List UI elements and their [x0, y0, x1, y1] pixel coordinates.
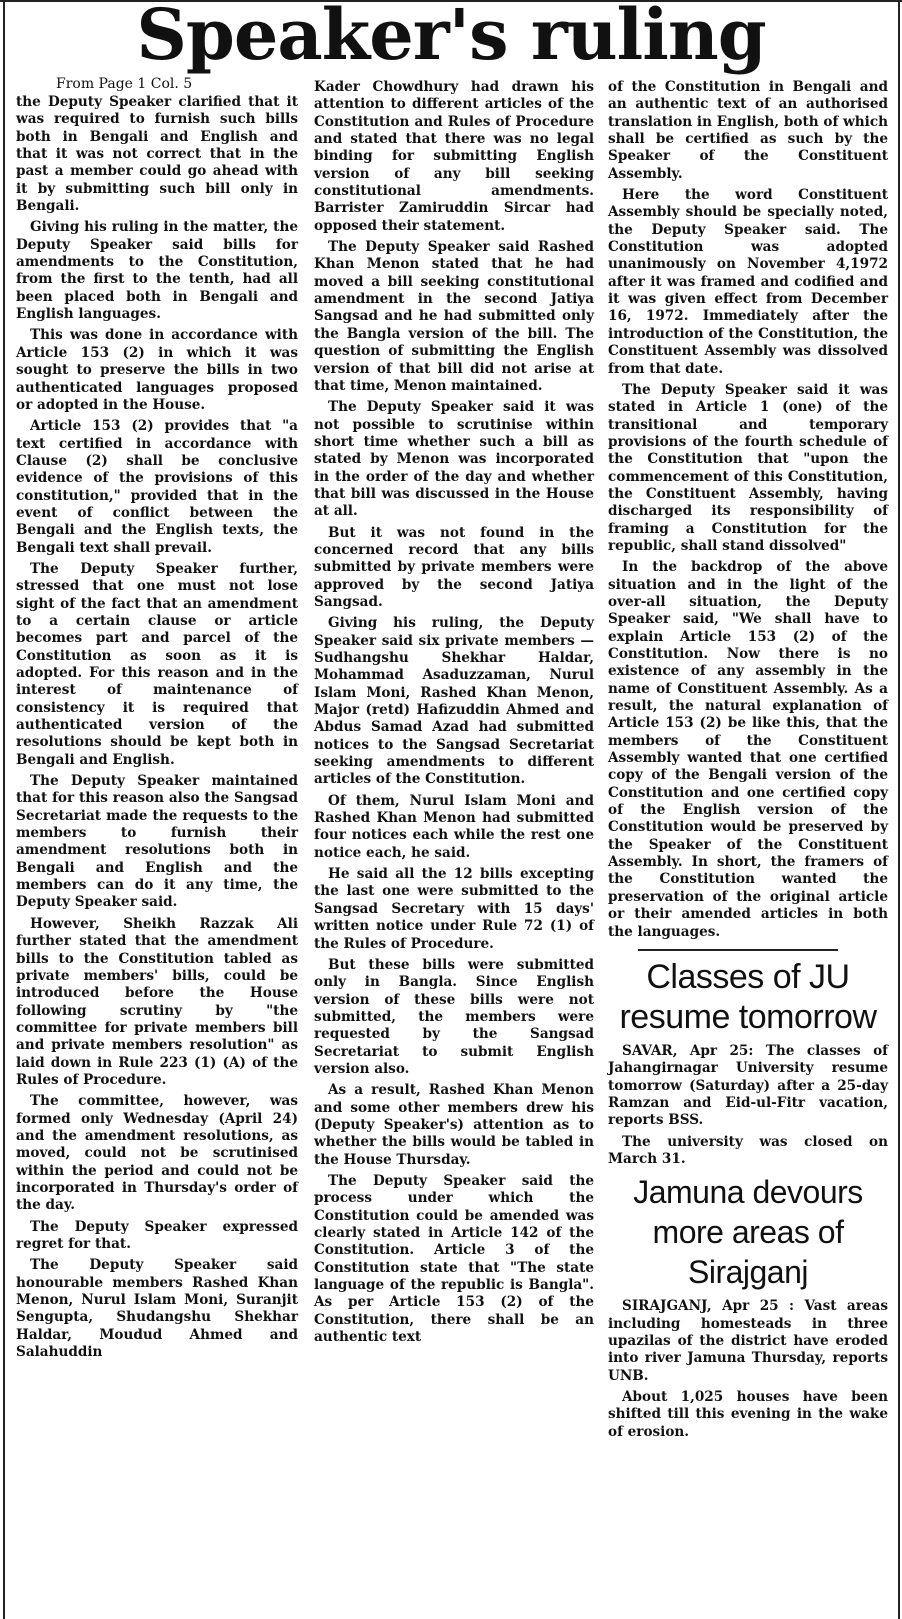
paragraph: The Deputy Speaker maintained that for this reason also the Sangsad Secretariat made the requests to the members to furnish their amendment resolutions both in Bengali and English and the members can do it any time, the Deputy Speaker said. — [16, 773, 298, 911]
paragraph: Kader Chowdhury had drawn his attention to different articles of the Constitution and Rules of Procedure and stated that there was no legal binding for submitting English version of any bill seeking constitutional amendments. Barrister Zamiruddin Sircar had opposed their statement. — [314, 79, 594, 234]
paragraph: The committee, however, was formed only Wednesday (April 24) and the amendment resolutions, as moved, could not be scrutinised within the period and could not be incorporated in Thursday's order of the day. — [16, 1093, 298, 1214]
ju-headline: Classes of JU resume tomorrow — [619, 957, 877, 1036]
column-1 — [16, 75, 298, 1365]
paragraph: However, Sheikh Razzak Ali further stated that the amendment bills to the Constitution tabled as private members' bills, could be introduced before the House following scrutiny by "the committee for private members bill and private members resolution" as laid down in Rule 223 (1) (A) of the Rules of Procedure. — [16, 915, 298, 1088]
paragraph: The Deputy Speaker said it was not possible to scrutinise within short time whether such a bill as stated by Menon was incorporated in the order of the day and whether that bill was discussed in the House at all. — [314, 399, 594, 520]
paragraph: He said all the 12 bills excepting the last one were submitted to the Sangsad Secretary with 15 days' written notice under Rule 72 (1) of the Rules of Procedure. — [314, 866, 594, 952]
story-divider — [638, 949, 838, 951]
paragraph: The Deputy Speaker said honourable members Rashed Khan Menon, Nurul Islam Moni, Suranjit Sengupta, Shudangshu Shekhar Haldar, Moudud Ahmed and Salahuddin — [16, 1257, 298, 1361]
paragraph: of the Constitution in Bengali and an authentic text of an authorised translation in English, both of which shall be certified as such by the Speaker of the Constituent Assembly. — [608, 79, 888, 182]
paragraph: This was done in accordance with Article 153 (2) in which it was sought to preserve the bills in two authenticated languages proposed or adopted in the House. — [16, 327, 298, 413]
column-3 — [608, 79, 888, 1445]
right-rule — [898, 0, 900, 1619]
paragraph: Here the word Constituent Assembly should be specially noted, the Deputy Speaker said. The Constitution was adopted unanimously on November 4,1972 after it was framed and codified and it was given effect from December 16, 1972. Immediately after the introduction of the Constitution, the Constituent Assembly was dissolved from that date. — [608, 187, 888, 377]
paragraph: The Deputy Speaker said Rashed Khan Menon stated that he had moved a bill seeking constitutional amendment in the second Jatiya Sangsad and he had submitted only the Bangla version of the bill. The question of submitting the English version of that bill did not arise at that time, Menon maintained. — [314, 239, 594, 394]
paragraph: SIRAJGANJ, Apr 25 : Vast areas including homesteads in three upazilas of the district have eroded into river Jamuna Thursday, reports UNB. — [608, 1298, 888, 1384]
jamuna-headline: Jamuna devours more areas of Sirajganj — [633, 1174, 863, 1291]
paragraph: But these bills were submitted only in Bangla. Since English version of these bills were not submitted, the members were requested by the Sangsad Secretariat to submit English version also. — [314, 956, 594, 1077]
left-rule — [3, 0, 5, 1619]
paragraph: The Deputy Speaker further, stressed that one must not lose sight of the fact that an amendment to a certain clause or article becomes part and parcel of the Constitution as soon as it is adopted. For this reason and in the interest of maintenance of consistency it is required that authenticated version of the resolutions should be kept both in Bengali and English. — [16, 560, 298, 768]
paragraph: The Deputy Speaker expressed regret for that. — [16, 1218, 298, 1252]
paragraph: About 1,025 houses have been shifted till this evening in the wake of erosion. — [608, 1388, 888, 1440]
paragraph: the Deputy Speaker clarified that it was required to furnish such bills both in Bengali and English and that it was not correct that in the past a member could go ahead with it by submitting such bill only in Bengali. — [16, 94, 298, 215]
page-headline: Speaker's ruling — [136, 0, 766, 76]
paragraph: In the backdrop of the above situation and in the light of the over-all situation, the Deputy Speaker said, "We shall have to explain Article 153 (2) of the Constitution. Now there is no existence of any assembly in the name of Constituent Assembly. As a result, the natural explanation of Article 153 (2) be like this, that the members of the Constituent Assembly wanted that one certified copy of the Bengali version of the Constitution and one certified copy of the English version of the Constitution would be preserved by the Speaker of the Constituent Assembly. In short, the framers of the Constitution wanted the preservation of the original article or their amended articles in both the languages. — [608, 559, 888, 940]
paragraph: The university was closed on March 31. — [608, 1133, 888, 1167]
paragraph: Of them, Nurul Islam Moni and Rashed Khan Menon had submitted four notices each while the rest one notice each, he said. — [314, 792, 594, 861]
paragraph: Giving his ruling in the matter, the Deputy Speaker said bills for amendments to the Constitution, from the first to the tenth, had all been placed both in Bengali and English languages. — [16, 219, 298, 323]
paragraph: SAVAR, Apr 25: The classes of Jahangirnagar University resume tomorrow (Saturday) after a 25-day Ramzan and Eid-ul-Fitr vacation, reports BSS. — [608, 1042, 888, 1129]
paragraph: Giving his ruling, the Deputy Speaker said six private members — Sudhangshu Shekhar Haldar, Mohammad Asaduzzaman, Nurul Islam Moni, Rashed Khan Menon, Major (retd) Hafizuddin Ahmed and Abdus Samad Azad had submitted notices to the Sangsad Secretariat seeking amendments to different articles of the Constitution. — [314, 615, 594, 788]
paragraph: But it was not found in the concerned record that any bills submitted by private members were approved by the second Jatiya Sangsad. — [314, 524, 594, 610]
paragraph: The Deputy Speaker said the process under which the Constitution could be amended was clearly stated in Article 142 of the Constitution. Article 3 of the Constitution state that "The state language of the republic is Bangla". As per Article 153 (2) of the Constitution, there shall be an authentic text — [314, 1172, 594, 1346]
continuation-label: From Page 1 Col. 5 — [56, 76, 193, 92]
paragraph: The Deputy Speaker said it was stated in Article 1 (one) of the transitional and temporary provisions of the fourth schedule of the Constitution that "upon the commencement of this Constitution, the Constituent Assembly, having discharged its responsibility of framing a Constitution for the republic, shall stand dissolved" — [608, 381, 888, 554]
column-2 — [314, 79, 594, 1350]
paragraph: As a result, Rashed Khan Menon and some other members drew his (Deputy Speaker's) attention as to whether the bills would be tabled in the House Thursday. — [314, 1082, 594, 1168]
paragraph: Article 153 (2) provides that "a text certified in accordance with Clause (2) shall be conclusive evidence of the provisions of this constitution," provided that in the event of conflict between the Bengali and the English texts, the Bengali text shall prevail. — [16, 418, 298, 556]
